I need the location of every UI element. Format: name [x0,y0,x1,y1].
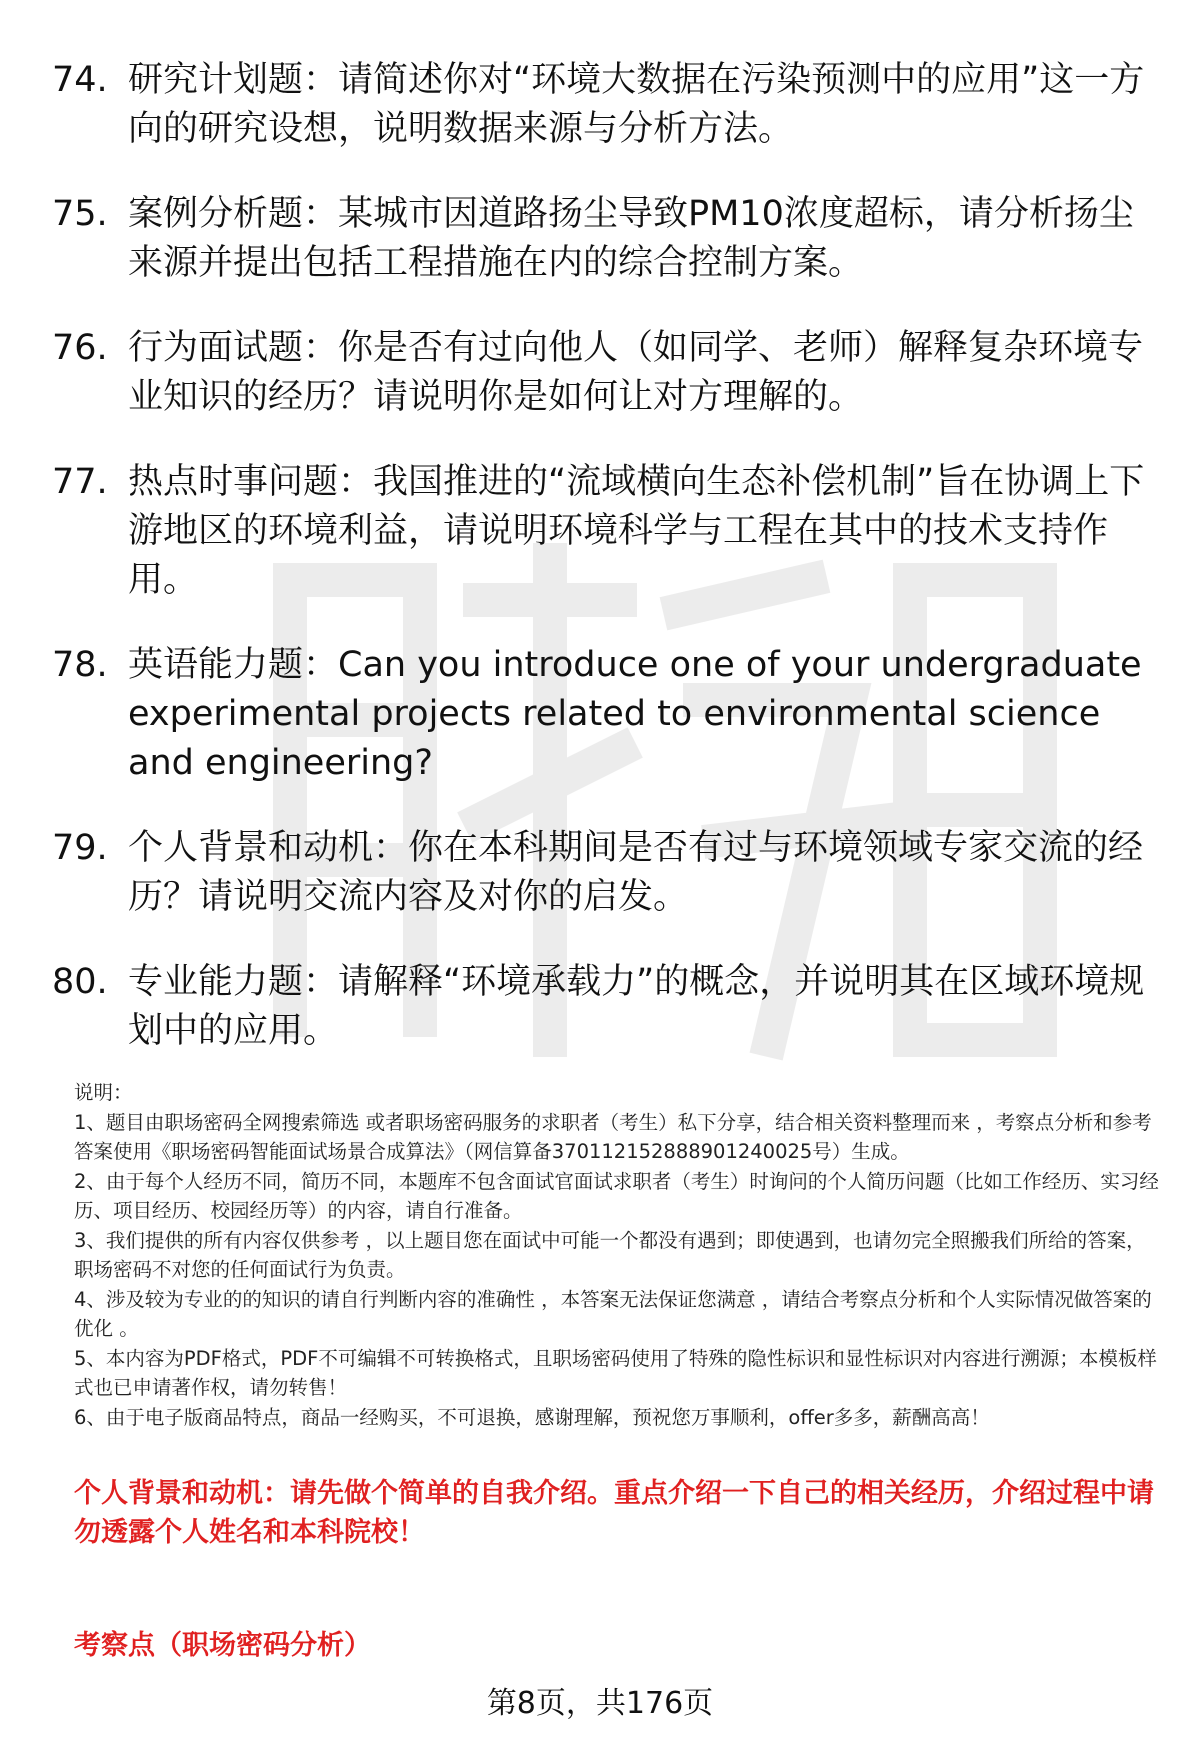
notes-section [74,1078,1160,1432]
note-item: 1、题目由职场密码全网搜索筛选 或者职场密码服务的求职者（考生）私下分享，结合相关资料整理而来 ，考察点分析和参考答案使用《职场密码智能面试场景合成算法》（网信算备370112152888901240025号）生成。 [74,1110,1152,1163]
question-item [52,56,1162,154]
question-item [52,190,1162,288]
question-list [52,56,1162,1092]
note-item: 3、我们提供的所有内容仅供参考 ，以上题目您在面试中可能一个都没有遇到；即使遇到，也请勿完全照搬我们所给的答案，职场密码不对您的任何面试行为负责。 [74,1228,1146,1281]
question-text: 专业能力题：请解释“环境承载力”的概念，并说明其在区域环境规划中的应用。 [128,962,1145,1051]
question-number: 76. [52,328,108,368]
note-item: 2、由于每个人经历不同，简历不同，本题库不包含面试官面试求职者（考生）时询问的个人简历问题（比如工作经历、实习经历、项目经历、校园经历等）的内容，请自行准备。 [74,1169,1159,1222]
question-number: 77. [52,462,108,502]
note-item: 4、涉及较为专业的的知识的请自行判断内容的准确性 ，本答案无法保证您满意 ，请结合考察点分析和个人实际情况做答案的优化 。 [74,1287,1152,1340]
question-number: 75. [52,194,108,234]
analysis-heading: 考察点（职场密码分析） [74,1630,371,1661]
note-item: 5、本内容为PDF格式，PDF不可编辑不可转换格式，且职场密码使用了特殊的隐性标识和显性标识对内容进行溯源；本模板样式也已申请著作权，请勿转售！ [74,1346,1157,1399]
question-number: 78. [52,645,108,685]
question-number: 80. [52,962,108,1002]
question-item [52,958,1162,1056]
notes-title: 说明： [74,1081,133,1104]
question-text: 个人背景和动机：你在本科期间是否有过与环境领域专家交流的经历？请说明交流内容及对你的启发。 [128,828,1144,917]
page-footer: 第8页，共176页 [486,1686,714,1721]
question-item [52,458,1162,605]
question-item [52,641,1162,788]
question-number: 79. [52,828,108,868]
question-item [52,824,1162,922]
question-text: 英语能力题：Can you introduce one of your undergraduate experimental projects related to environmental science and engineering? [128,645,1142,783]
question-number: 74. [52,60,108,100]
highlight-question: 个人背景和动机：请先做个简单的自我介绍。重点介绍一下自己的相关经历，介绍过程中请勿透露个人姓名和本科院校！ [74,1478,1154,1548]
question-text: 案例分析题：某城市因道路扬尘导致PM10浓度超标，请分析扬尘来源并提出包括工程措施在内的综合控制方案。 [128,194,1134,283]
question-text: 研究计划题：请简述你对“环境大数据在污染预测中的应用”这一方向的研究设想，说明数据来源与分析方法。 [128,60,1145,149]
question-item [52,324,1162,422]
note-item: 6、由于电子版商品特点，商品一经购买，不可退换，感谢理解，预祝您万事顺利，offer多多，薪酬高高！ [74,1405,990,1429]
question-text: 热点时事问题：我国推进的“流域横向生态补偿机制”旨在协调上下游地区的环境利益，请说明环境科学与工程在其中的技术支持作用。 [128,462,1145,600]
question-text: 行为面试题：你是否有过向他人（如同学、老师）解释复杂环境专业知识的经历？请说明你是如何让对方理解的。 [128,328,1144,417]
